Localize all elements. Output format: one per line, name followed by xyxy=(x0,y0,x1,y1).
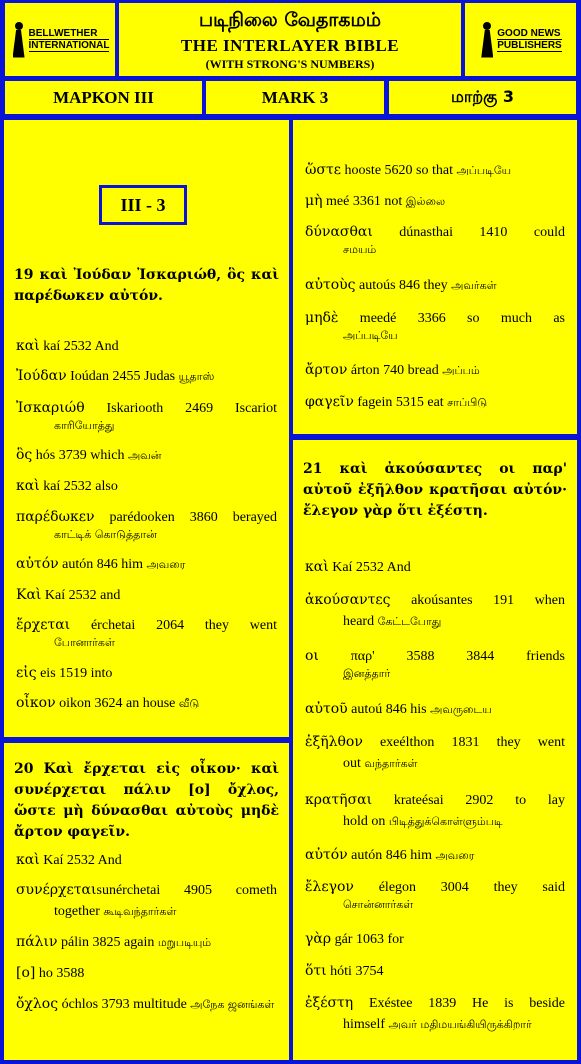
list-item: φαγεῖν fagein 5315 eat சாப்பிடு xyxy=(305,394,488,410)
figure-icon xyxy=(11,22,27,58)
list-item: ἐξῆλθον exeélthon 1831 they went out வந்தார்கள் xyxy=(305,734,565,771)
good-news-logo xyxy=(465,3,576,76)
list-item: κρατῆσαι krateésai 2902 to lay hold on பிடித்துக்கொள்ளும்படி xyxy=(305,792,565,829)
ref-tamil: மாற்கு 3 xyxy=(389,81,576,114)
figure-icon xyxy=(479,22,495,58)
verse19-panel xyxy=(4,120,289,737)
list-item: Ἰούδαν Ioúdan 2455 Judas யூதாஸ் xyxy=(16,368,215,384)
list-item: Καὶ Kaí 2532 and xyxy=(16,587,121,603)
verse20-panel xyxy=(4,743,289,1060)
list-item: δύνασθαι dúnasthai 1410 could சமயம் xyxy=(305,224,565,256)
right-logo-line1: GOOD NEWS xyxy=(497,27,561,39)
right-logo-line2: PUBLISHERS xyxy=(497,39,562,51)
subtitle: (WITH STRONG'S NUMBERS) xyxy=(205,57,375,71)
list-item: πάλιν pálin 3825 again மறுபடியும் xyxy=(16,934,212,950)
list-item: οι παρ' 3588 3844 friends இனத்தார் xyxy=(305,648,565,680)
verse21-heading: 21 καὶ ἀκούσαντες οι παρ' αὐτοῦ ἐξῆλθον κρατῆσαι αὐτόν· ἔλεγον γὰρ ὅτι ἐξέστη. xyxy=(303,461,567,519)
list-item: ὅτι hóti 3754 xyxy=(305,963,384,979)
list-item: καὶ kaí 2532 also xyxy=(16,478,118,494)
list-item: ἀκούσαντες akoúsantes 191 when heard கேட்டபோது xyxy=(305,592,565,629)
list-item: καὶ kaí 2532 And xyxy=(16,338,119,354)
list-item: ὄχλος óchlos 3793 multitude அநேக ஜனங்கள் xyxy=(16,996,275,1012)
left-logo-line2: INTERNATIONAL xyxy=(28,39,110,51)
list-item: ὃς hós 3739 which அவன் xyxy=(16,447,162,463)
list-item: μὴ meé 3361 not இல்லை xyxy=(305,193,446,209)
list-item: καὶ Kaí 2532 And xyxy=(16,852,122,868)
title-block xyxy=(119,3,461,76)
ref-greek: ΜΑΡΚΟΝ III xyxy=(5,81,202,114)
list-item: αὐτόν autón 846 him அவரை xyxy=(16,556,186,572)
left-logo-line1: BELLWETHER xyxy=(29,28,110,40)
list-item: ἄρτον árton 740 bread அப்பம் xyxy=(305,362,480,378)
list-item: [ο] ho 3588 xyxy=(16,965,85,981)
list-item: εἰς eis 1519 into xyxy=(16,665,113,681)
verse19-heading: 19 καὶ Ἰούδαν Ἰσκαριώθ, ὃς καὶ παρέδωκεν αὐτόν. xyxy=(14,267,279,304)
list-item: ἔρχεται érchetai 2064 they went போனார்கள் xyxy=(16,617,277,649)
ref-english: MARK 3 xyxy=(206,81,384,114)
list-item: αὐτοῦ autoú 846 his அவருடைய xyxy=(305,701,492,717)
list-item: παρέδωκεν parédooken 3860 berayed காட்டிக் கொடுத்தான் xyxy=(16,509,277,541)
list-item: αὐτοὺς autoús 846 they அவர்கள் xyxy=(305,277,497,293)
list-item: ἔλεγον élegon 3004 they said சொன்னார்கள் xyxy=(305,879,565,911)
chapter-label: III - 3 xyxy=(99,185,187,225)
list-item: ὥστε hooste 5620 so that அப்படியே xyxy=(305,162,512,178)
verse20-continued-panel xyxy=(293,120,577,434)
title-english: THE INTERLAYER BIBLE xyxy=(180,36,400,55)
list-item: Ἰσκαριώθ Iskariooth 2469 Iscariot காரியோத்து xyxy=(16,400,277,432)
list-item: οἶκον oikon 3624 an house வீடு xyxy=(16,695,200,711)
list-item: καὶ Kaí 2532 And xyxy=(305,559,411,575)
list-item: γὰρ gár 1063 for xyxy=(305,931,404,947)
bellwether-logo xyxy=(5,3,115,76)
verse21-panel xyxy=(293,440,577,1060)
list-item: συνέρχεταιsunérchetai 4905 cometh together கூடிவந்தார்கள் xyxy=(16,882,277,919)
title-tamil: படிநிலை வேதாகமம் xyxy=(198,9,382,31)
list-item: ἐξέστη Exéstee 1839 He is beside himself அவர் மதிமயங்கியிருக்கிறார் xyxy=(305,995,565,1032)
verse20-heading: 20 Καὶ ἔρχεται εἰς οἶκον· καὶ συνέρχεται πάλιν [ο] ὄχλος, ὥστε μὴ δύνασθαι αὐτοὺς μηδὲ ἄρτον φαγεῖν. xyxy=(14,761,279,840)
list-item: αὐτόν autón 846 him அவரை xyxy=(305,847,475,863)
list-item: μηδὲ meedé 3366 so much as அப்படியே xyxy=(305,310,565,342)
